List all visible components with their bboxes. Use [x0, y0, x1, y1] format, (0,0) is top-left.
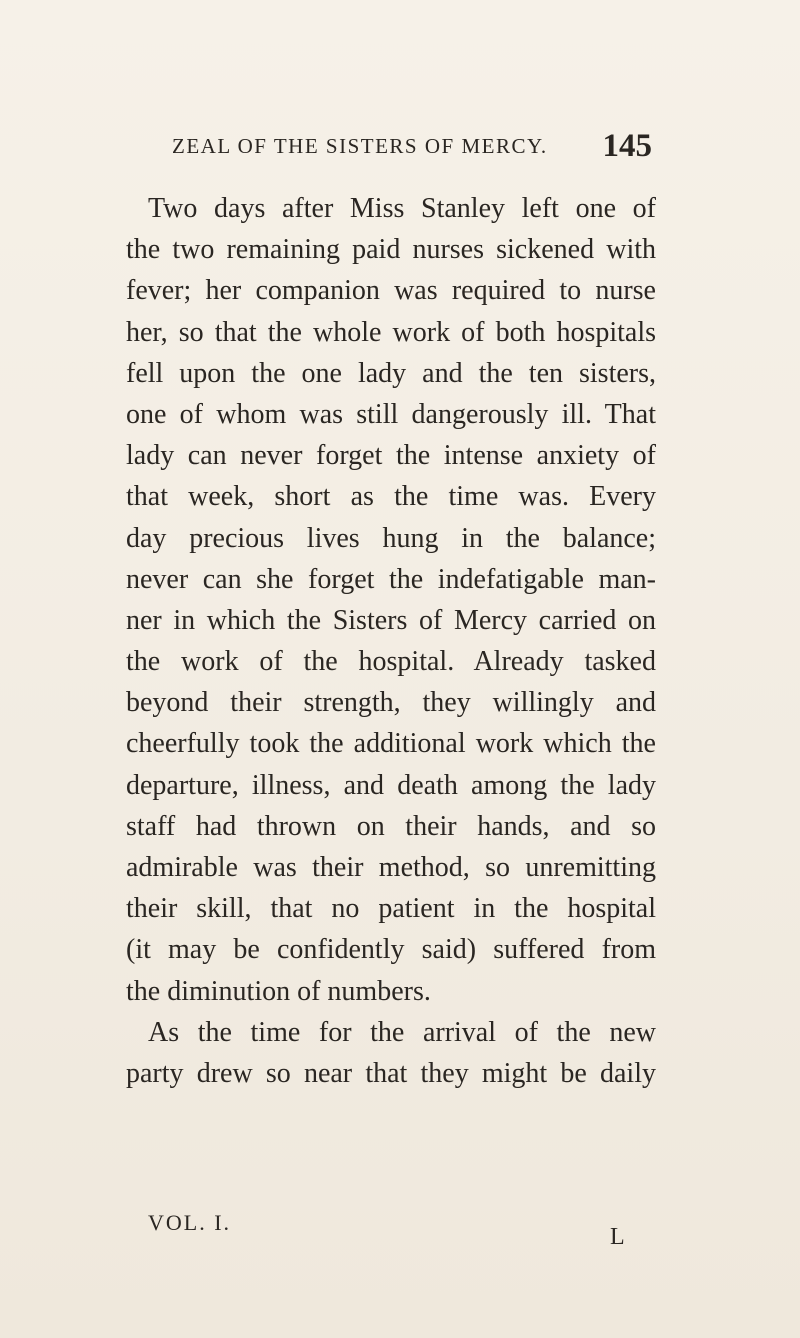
text-line: that week, short as the time was. Every	[126, 481, 656, 513]
text-line: fever; her companion was required to nurse	[126, 275, 656, 307]
text-line: As the time for the arrival of the new	[148, 1016, 656, 1048]
text-line: lady can never forget the intense anxiety of	[126, 440, 656, 472]
text-line: her, so that the whole work of both hospitals	[126, 316, 656, 348]
text-line: party drew so near that they might be daily	[126, 1057, 656, 1089]
text-line: fell upon the one lady and the ten sisters,	[126, 357, 656, 389]
page-number: 145	[602, 128, 652, 164]
text-line: departure, illness, and death among the lady	[126, 769, 656, 801]
text-line: the two remaining paid nurses sickened with	[126, 234, 656, 266]
running-head	[172, 128, 652, 168]
text-line: admirable was their method, so unremitting	[126, 852, 656, 883]
text-line: one of whom was still dangerously ill. That	[126, 398, 656, 430]
body-text	[126, 188, 656, 1094]
text-line: (it may be confidently said) suffered from	[126, 934, 656, 966]
running-title: ZEAL OF THE SISTERS OF MERCY.	[172, 134, 548, 158]
volume-signature: VOL. I.	[148, 1210, 232, 1235]
text-line: cheerfully took the additional work which the	[126, 728, 656, 760]
text-line: ner in which the Sisters of Mercy carried on	[126, 604, 656, 636]
text-line: the work of the hospital. Already tasked	[126, 646, 656, 678]
text-line: never can she forget the indefatigable man-	[126, 563, 656, 595]
signature-mark: L	[610, 1224, 625, 1250]
text-line: beyond their strength, they willingly and	[126, 687, 656, 719]
text-line: the diminution of numbers.	[126, 975, 431, 1007]
text-line: staff had thrown on their hands, and so	[126, 810, 656, 842]
text-line: day precious lives hung in the balance;	[126, 522, 656, 554]
text-line: their skill, that no patient in the hospital	[126, 893, 656, 925]
text-line: Two days after Miss Stanley left one of	[148, 193, 656, 224]
